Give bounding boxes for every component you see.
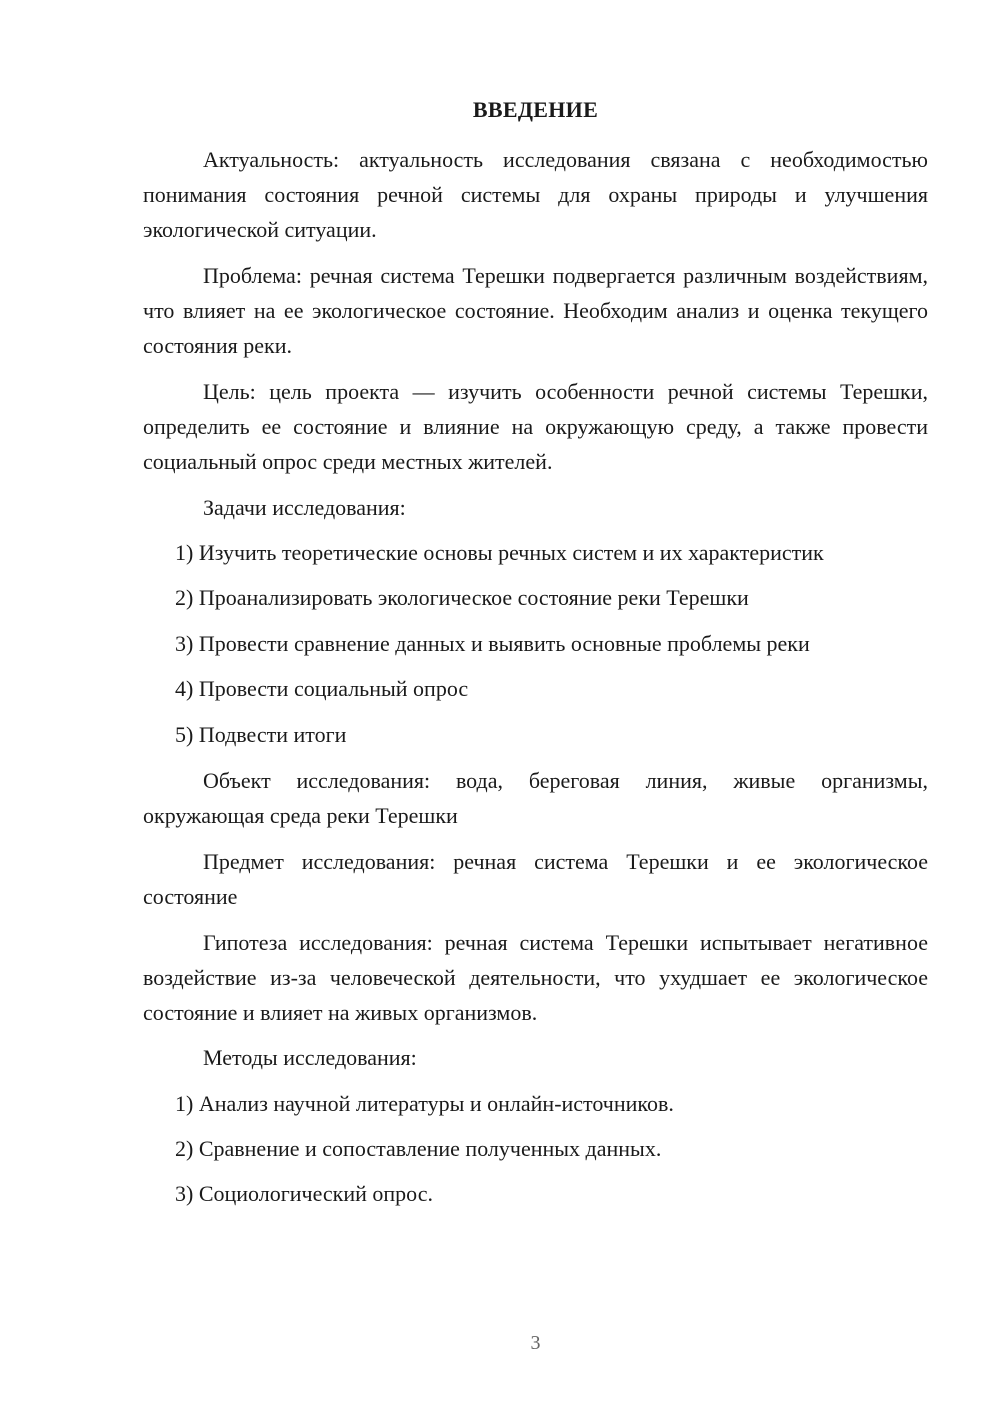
section-title: ВВЕДЕНИЕ (472, 97, 599, 122)
document-page (143, 0, 928, 1414)
task-item-1: 1) Изучить теоретические основы речных систем и их характеристик (175, 540, 824, 565)
task-item-2: 2) Проанализировать экологическое состояние реки Терешки (175, 585, 749, 610)
task-item-3: 3) Провести сравнение данных и выявить основные проблемы реки (175, 631, 810, 656)
method-item-1: 1) Анализ научной литературы и онлайн-источников. (175, 1091, 674, 1116)
task-item-5: 5) Подвести итоги (175, 722, 347, 747)
method-item-2: 2) Сравнение и сопоставление полученных данных. (175, 1136, 662, 1161)
task-item-4: 4) Провести социальный опрос (175, 676, 469, 701)
page-number: 3 (530, 1332, 541, 1354)
hypothesis-paragraph: Гипотеза исследования: речная система Терешки испытывает негативное воздействие из-за человеческой деятельности, что ухудшает ее экологическое состояние и влияет на живых организмов. (143, 930, 928, 1025)
goal-paragraph: Цель: цель проекта — изучить особенности речной системы Терешки, определить ее состояние и влияние на окружающую среду, а также провести социальный опрос среди местных жителей. (143, 379, 928, 474)
method-item-3: 3) Социологический опрос. (175, 1181, 433, 1206)
relevance-paragraph: Актуальность: актуальность исследования связана с необходимостью понимания состояния речной системы для охраны природы и улучшения экологической ситуации. (143, 147, 928, 242)
tasks-heading: Задачи исследования: (203, 495, 406, 520)
methods-heading: Методы исследования: (203, 1045, 417, 1070)
object-paragraph: Объект исследования: вода, береговая линия, живые организмы, окружающая среда реки Терешки (143, 768, 928, 828)
subject-paragraph: Предмет исследования: речная система Терешки и ее экологическое состояние (143, 849, 928, 909)
problem-paragraph: Проблема: речная система Терешки подвергается различным воздействиям, что влияет на ее экологическое состояние. Необходим анализ и оценка текущего состояния реки. (143, 263, 928, 358)
